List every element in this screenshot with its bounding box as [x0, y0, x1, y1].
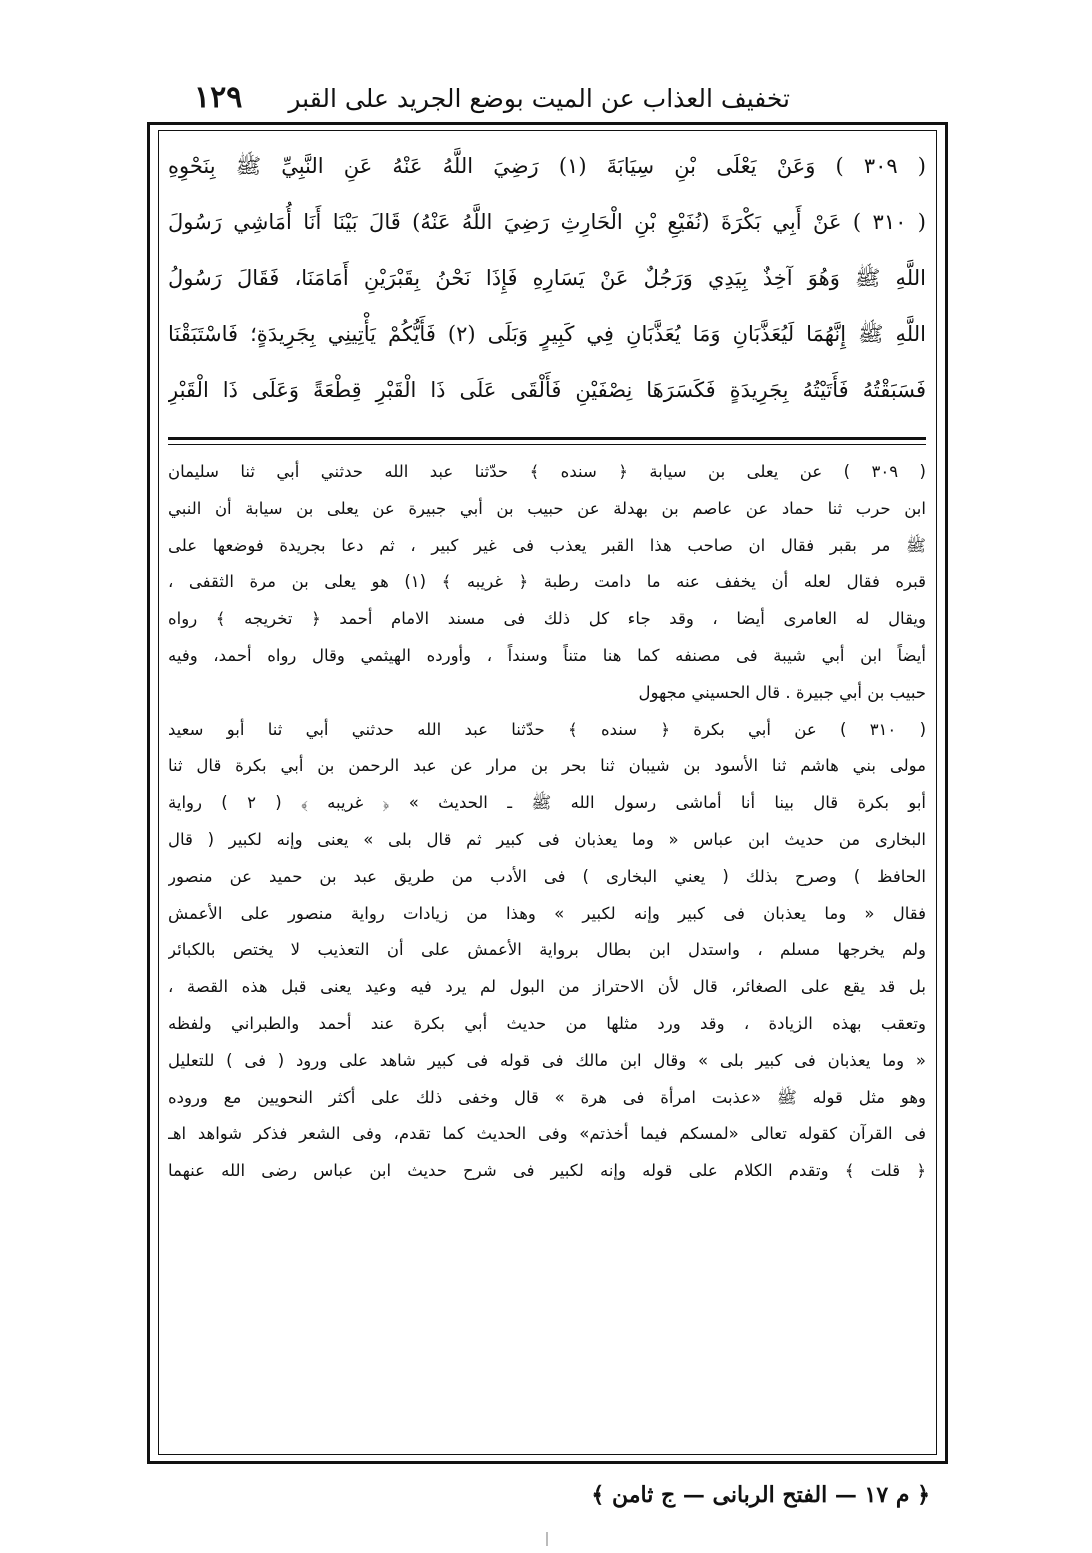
commentary-line: أيضاً ابن أبي شيبة فى مصنفه كما هنا متناً وسنداً ، وأورده الهيثمي وقال رواه أحمد، وفيه: [168, 645, 926, 665]
commentary-line: ( ٣١٠ ) عن أبي بكرة ﴿ سنده ﴾ حدّثنا عبد الله حدثني أبي ثنا أبو سعيد: [168, 719, 926, 739]
commentary-line: ويقال له العامرى أيضا ، وقد جاء كل ذلك فى مسند الامام أحمد ﴿ تخريجه ﴾ رواه: [168, 609, 926, 629]
commentary-line: « وما يعذبان فى كبير بلى » وقال ابن مالك فى قوله فى كبير شاهد على ورود ( فى ) للتعليل: [168, 1050, 926, 1070]
commentary-line: ( ٣٠٩ ) عن يعلى بن سيابة ﴿ سنده ﴾ حدّثنا عبد الله حدثني أبي ثنا سليمان: [168, 462, 926, 481]
hadith-line: فَسَبَقْتُهُ فَأَتَيْتُهُ بِجَرِيدَةٍ فَكَسَرَهَا نِصْفَيْنِ فَأَلْقَى عَلَى ذَا الْقَبْرِ قِطْعَةً وَعَلَى ذَا الْقَبْرِ: [168, 378, 926, 402]
commentary-line: أبو بكرة قال بينا أنا أماشى رسول الله ﷺ ـ الحديث » ﴿ غريبه ﴾ ( ٢ ) رواية: [168, 793, 926, 813]
commentary-line: الحافظ ) وصرح بذلك ( يعني البخارى ) فى الأدب من طريق عبد بن حميد عن منصور: [168, 866, 926, 886]
page-number: ١٢٩: [194, 80, 243, 115]
running-title: تخفيف العذاب عن الميت بوضع الجريد على القبر: [288, 84, 790, 113]
page-footer: [590, 1482, 930, 1522]
commentary-line: ولم يخرجها مسلم ، واستدل ابن بطال برواية الأعمش على أن التعذيب لا يختص بالكبائر: [168, 940, 926, 960]
hadith-line: اللَّهِ ﷺ وَهُوَ آخِذٌ بِيَدِي وَرَجُلٌ عَنْ يَسَارِهِ فَإِذَا نَحْنُ بِقَبْرَيْنِ أَمَامَنَا، فَقَالَ رَسُولُ: [168, 266, 926, 290]
commentary-line: البخارى من حديث ابن عباس « وما يعذبان فى كبير ثم قال بلى » يعنى وإنه لكبير ( قال: [168, 829, 926, 849]
commentary-line: فقال « وما يعذبان فى كبير وإنه لكبير » وهذا من زيادات رواية منصور على الأعمش: [168, 903, 926, 923]
commentary-line: ابن حرب ثنا حماد عن عاصم بن بهدلة عن حبيب بن أبي جبيرة عن يعلى بن سيابة أن النبي: [168, 498, 926, 518]
hadith-line: ( ٣١٠ ) عَنْ أَبِي بَكْرَةَ (نُفَيْعِ بْنِ الْحَارِثِ رَضِيَ اللَّهُ عَنْهُ) قَالَ بَيْنَا أَنَا أُمَاشِي رَسُولَ: [168, 210, 926, 234]
volume-signature: ﴿ م ١٧ — الفتح الربانى — ج ثامن ﴾: [591, 1482, 930, 1508]
hadith-line: ( ٣٠٩ ) وَعَنْ يَعْلَى بْنِ سِيَابَةَ (١) رَضِيَ اللَّهُ عَنْهُ عَنِ النَّبِيِّ ﷺ بِنَحْوِهِ: [168, 154, 926, 178]
page-content: [168, 138, 926, 1450]
commentary-line: بل قد يقع على الصغائر، قال لأن الاحتراز من البول لم يرد فيه وعيد يعنى قبل هذه القصة ،: [168, 977, 926, 997]
scan-mark: [546, 1532, 548, 1546]
hadith-line: اللَّهِ ﷺ إِنَّهُمَا لَيُعَذَّبَانِ وَمَا يُعَذَّبَانِ فِي كَبِيرٍ وَبَلَى (٢) فَأَيُّكُمْ يَأْتِينِي بِجَرِيدَةٍ؛ فَاسْتَبَقْنَا: [168, 322, 926, 346]
hadith-text: [168, 138, 926, 418]
commentary-text: [168, 454, 926, 1190]
commentary-line: ﴿ قلت ﴾ وتقدم الكلام على قوله وإنه لكبير فى شرح حديث ابن عباس رضى الله عنهما: [168, 1161, 926, 1181]
commentary-line: وهو مثل قوله ﷺ «عذبت امرأة فى هرة » قال وخفى ذلك على أكثر النحويين مع وروده: [168, 1087, 926, 1107]
commentary-line: قبره فقال لعله أن يخفف عنه ما دامت رطبة ﴿ غريبه ﴾ (١) هو يعلى بن مرة الثقفى ،: [168, 572, 926, 592]
commentary-line: ﷺ مر بقبر فقال ان صاحب هذا القبر يعذب فى غير كبير ، ثم دعا بجريدة فوضعها على: [168, 535, 926, 555]
commentary-line: وتعقب بهذه الزيادة ، وقد ورد مثلها من حديث أبي بكرة عند أحمد والطبراني ولفظه: [168, 1013, 926, 1033]
commentary-line: فى القرآن كقوله تعالى «لمسكم فيما أخذتم» وفى الحديث كما تقدم، وفى الشعر فذكر شواهد اهـ: [168, 1124, 926, 1144]
commentary-line: حبيب بن أبي جبيرة . قال الحسيني مجهول: [638, 682, 926, 702]
section-divider: [168, 434, 926, 448]
commentary-line: مولى بني هاشم ثنا الأسود بن شيبان ثنا بحر بن مرار عن عبد الرحمن بن أبي بكرة قال ثنا: [168, 756, 926, 776]
page-header: [180, 78, 920, 122]
